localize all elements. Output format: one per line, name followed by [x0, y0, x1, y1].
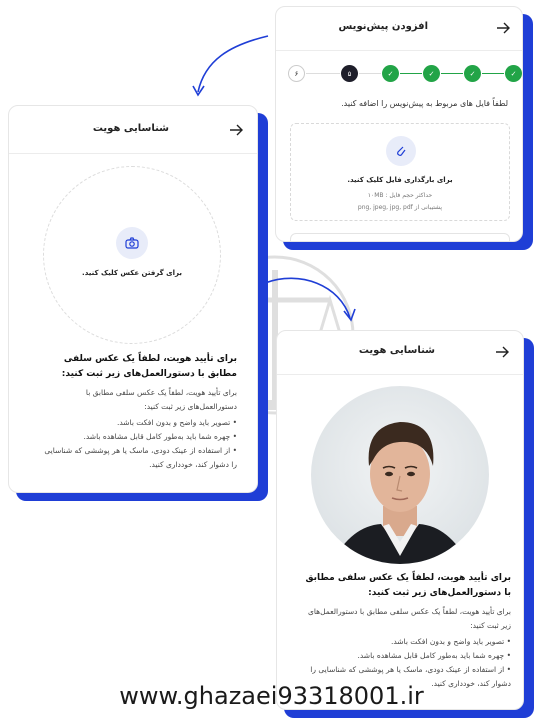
verification-intro: برای تأیید هویت، لطفاً یک عکس سلفی مطابق با دستورالعمل‌های زیر ثبت کنید:	[85, 388, 237, 411]
page-title: شناسایی هویت	[92, 123, 169, 134]
person-portrait-icon	[311, 386, 489, 564]
file-upload-dropzone[interactable]	[290, 123, 510, 221]
list-item: • چهره شما باید به‌طور کامل قابل مشاهده باشد.	[39, 430, 237, 444]
step-2: ✓	[464, 65, 481, 82]
page-title: شناسایی هویت	[358, 345, 435, 356]
identity-capture-card	[8, 105, 268, 501]
verification-title: برای تأیید هویت، لطفاً یک عکس سلفی مطابق با دستورالعمل‌های زیر ثبت کنید:	[305, 573, 511, 598]
upload-label: برای بارگذاری فایل کلیک کنید.	[347, 176, 453, 184]
step-6: ۶	[288, 65, 305, 82]
site-watermark: www.ghazaei93318001.ir	[119, 682, 424, 710]
selfie-photo	[311, 386, 489, 564]
back-arrow-icon[interactable]	[494, 19, 512, 37]
add-draft-card	[275, 6, 533, 250]
list-item: • چهره شما باید به‌طور کامل قابل مشاهده باشد.	[297, 649, 511, 663]
camera-icon	[116, 227, 148, 259]
verification-instructions	[39, 352, 237, 472]
card-header	[277, 331, 523, 375]
back-arrow-icon[interactable]	[493, 343, 511, 361]
verification-instructions	[297, 571, 511, 691]
back-arrow-icon[interactable]	[227, 121, 245, 139]
step-4: ✓	[382, 65, 399, 82]
verification-rules	[39, 416, 237, 472]
stepper	[288, 61, 517, 87]
max-size-text: حداکثر حجم فایل : ۱۰MB	[367, 192, 433, 199]
card-header	[9, 106, 257, 154]
supported-formats-text: پشتیبانی از png, jpeg, jpg, pdf	[357, 204, 443, 211]
verification-intro: برای تأیید هویت، لطفاً یک عکس سلفی مطابق با دستورالعمل‌های زیر ثبت کنید:	[308, 607, 511, 630]
page-title: افزودن پیش‌نویس	[338, 21, 428, 32]
card-header	[276, 7, 522, 51]
step-3: ✓	[423, 65, 440, 82]
upload-instruction: لطفاً فایل های مربوط به پیش‌نویس را اضافه کنید.	[341, 99, 508, 108]
list-item: • تصویر باید واضح و بدون افکت باشد.	[297, 635, 511, 649]
identity-photo-card	[276, 330, 534, 712]
camera-capture-area[interactable]	[43, 166, 221, 344]
list-item: • از استفاده از عینک دودی، ماسک یا هر پوششی که شناسایی را دشوار کند، خودداری کنید.	[39, 444, 237, 472]
step-1: ✓	[505, 65, 522, 82]
list-item: • از استفاده از عینک دودی، ماسک یا هر پوششی که شناسایی را دشوار کند، خودداری کنید.	[297, 663, 511, 691]
upload-icon	[386, 136, 416, 166]
list-item: • تصویر باید واضح و بدون افکت باشد.	[39, 416, 237, 430]
capture-label: برای گرفتن عکس کلیک کنید.	[82, 269, 182, 277]
step-5: ۵	[341, 65, 358, 82]
verification-title: برای تأیید هویت، لطفاً یک عکس سلفی مطابق با دستورالعمل‌های زیر ثبت کنید:	[61, 354, 237, 379]
